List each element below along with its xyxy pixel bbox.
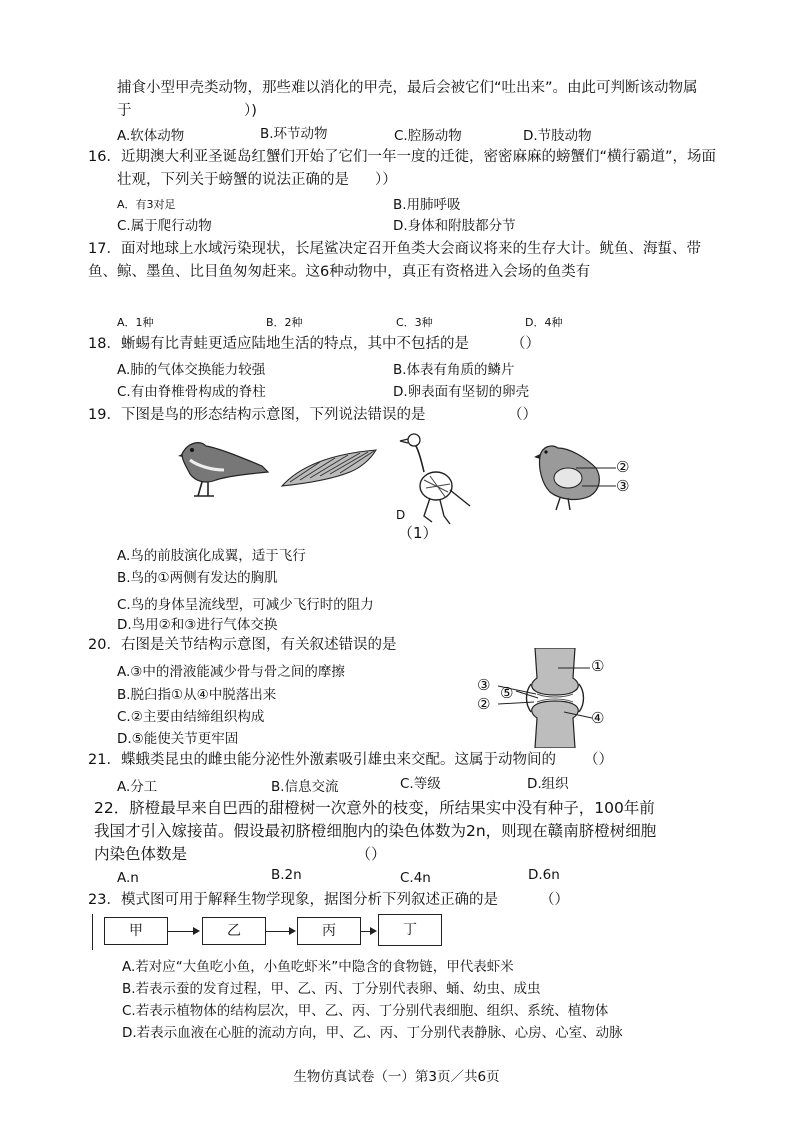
q18-stem: 18．蜥蜴有比青蛙更适应陆地生活的特点，其中不包括的是 bbox=[88, 336, 469, 352]
q21-answer-paren: （） bbox=[584, 752, 613, 768]
joint-label-3: ③ bbox=[477, 676, 491, 694]
bird-wing-illustration bbox=[280, 446, 378, 496]
q19-stem: 19．下图是鸟的形态结构示意图，下列说法错误的是 bbox=[88, 407, 426, 423]
pigeon-illustration bbox=[530, 438, 630, 514]
q20-option-a: A.③中的滑液能减少骨与骨之间的摩擦 bbox=[117, 664, 345, 680]
q18-option-d: D.卵表面有坚韧的卵壳 bbox=[393, 384, 530, 400]
q19-option-d: D.鸟用②和③进行气体交换 bbox=[117, 617, 278, 633]
q17-stem-line2: 鱼、鲸、墨鱼、比目鱼匆匆赶来。这6种动物中，真正有资格进入会场的鱼类有 bbox=[88, 264, 591, 280]
q22-stem-line1: 22．脐橙最早来自巴西的甜橙树一次意外的枝变，所结果实中没有种子，100年前 bbox=[94, 799, 655, 817]
chain-arrow-1 bbox=[168, 931, 198, 932]
q22-option-a: A.n bbox=[117, 870, 139, 886]
q20-option-c: C.②主要由结缔组织构成 bbox=[117, 709, 265, 725]
q19-option-b: B.鸟的①两侧有发达的胸肌 bbox=[117, 570, 278, 586]
q21-stem: 21．蝶蛾类昆虫的雌虫能分泌性外激素吸引雄虫来交配。这属于动物间的 bbox=[88, 752, 556, 768]
q16-stem-line2: 壮观，下列关于螃蟹的说法正确的是 bbox=[117, 172, 349, 188]
joint-label-1: ① bbox=[591, 657, 605, 675]
q21-option-c: C.等级 bbox=[400, 776, 441, 792]
q22-stem-line3: 内染色体数是 bbox=[94, 845, 188, 863]
q15-option-a: A.软体动物 bbox=[117, 128, 185, 144]
q21-option-a: A.分工 bbox=[117, 779, 158, 795]
q23-option-c: C.若表示植物体的结构层次，甲、乙、丙、丁分别代表细胞、组织、系统、植物体 bbox=[122, 1003, 609, 1019]
q16-option-c: C.属于爬行动物 bbox=[117, 218, 212, 234]
chain-box-3: 丙 bbox=[297, 917, 361, 945]
q17-option-c: C．3种 bbox=[396, 316, 433, 329]
q16-option-b: B.用肺呼吸 bbox=[393, 197, 461, 213]
q23-option-d: D.若表示血液在心脏的流动方向，甲、乙、丙、丁分别代表静脉、心房、心室、动脉 bbox=[122, 1025, 623, 1041]
chain-arrow-3 bbox=[361, 931, 375, 932]
page-footer: 生物仿真试卷（一）第3页／共6页 bbox=[293, 1069, 500, 1085]
q22-answer-paren: （） bbox=[356, 845, 387, 863]
q18-answer-paren: （） bbox=[511, 336, 540, 352]
q23-option-b: B.若表示蚕的发育过程，甲、乙、丙、丁分别代表卵、蛹、幼虫、成虫 bbox=[122, 981, 541, 997]
bird-perched-illustration bbox=[178, 432, 270, 502]
q15-option-c: C.腔肠动物 bbox=[394, 128, 462, 144]
pigeon-label-2: ② bbox=[616, 458, 630, 476]
q15-option-d: D.节肢动物 bbox=[523, 128, 592, 144]
q22-option-c: C.4n bbox=[400, 870, 431, 886]
q20-option-d: D.⑤能使关节更牢固 bbox=[117, 731, 239, 747]
q18-option-b: B.体表有角质的鳞片 bbox=[393, 362, 515, 378]
q15-answer-paren: ）) bbox=[244, 103, 257, 119]
q19-answer-paren: （） bbox=[508, 407, 537, 423]
q23-answer-paren: （） bbox=[540, 892, 569, 908]
joint-label-2: ② bbox=[477, 695, 491, 713]
joint-label-5: ⑤ bbox=[500, 684, 514, 702]
chain-box-1: 甲 bbox=[104, 917, 168, 945]
q15-stem-line1: 捕食小型甲壳类动物，那些难以消化的甲壳，最后会被它们“吐出来”。由此可判断该动物属 bbox=[117, 80, 698, 96]
q21-option-d: D.组织 bbox=[527, 776, 569, 792]
q17-stem-line1: 17．面对地球上水域污染现状，长尾鲨决定召开鱼类大会商议将来的生存大计。鱿鱼、海蜇、带 bbox=[88, 241, 701, 257]
q23-option-a: A.若对应“大鱼吃小鱼，小鱼吃虾米”中隐含的食物链，甲代表虾米 bbox=[122, 959, 514, 975]
chain-arrow-2 bbox=[266, 931, 294, 932]
q19-option-a: A.鸟的前肢演化成翼，适于飞行 bbox=[117, 548, 306, 564]
joint-label-4: ④ bbox=[591, 709, 605, 727]
q15-option-b: B.环节动物 bbox=[260, 126, 328, 142]
chain-box-2: 乙 bbox=[202, 917, 266, 945]
q17-option-d: D．4种 bbox=[525, 316, 563, 329]
q16-option-d: D.身体和附肢都分节 bbox=[393, 218, 516, 234]
skeleton-marker: D bbox=[396, 508, 406, 522]
q15-stem-line2: 于 bbox=[117, 103, 132, 119]
q16-answer-paren: ）） bbox=[375, 172, 397, 188]
q17-option-b: B．2种 bbox=[266, 316, 303, 329]
pigeon-label-3: ③ bbox=[616, 477, 630, 495]
q23-stem: 23．模式图可用于解释生物学现象，据图分析下列叙述正确的是 bbox=[88, 892, 498, 908]
q21-option-b: B.信息交流 bbox=[271, 779, 339, 795]
q17-option-a: A．1种 bbox=[117, 316, 154, 329]
q19-option-c: C.鸟的身体呈流线型，可减少飞行时的阻力 bbox=[117, 597, 374, 613]
q16-stem-line1: 16．近期澳大利亚圣诞岛红蟹们开始了它们一年一度的迁徙，密密麻麻的螃蟹们“横行霸道”，场面 bbox=[88, 149, 716, 165]
q18-option-a: A.肺的气体交换能力较强 bbox=[117, 362, 266, 378]
skeleton-caption: （1） bbox=[398, 524, 438, 542]
q20-stem: 20．右图是关节结构示意图，有关叙述错误的是 bbox=[88, 637, 397, 653]
chain-box-4: 丁 bbox=[378, 914, 442, 946]
q22-stem-line2: 我国才引入嫁接苗。假设最初脐橙细胞内的染色体数为2n，则现在赣南脐橙树细胞 bbox=[94, 822, 657, 840]
q22-option-d: D.6n bbox=[528, 867, 560, 883]
q20-option-b: B.脱臼指①从④中脱落出来 bbox=[117, 687, 277, 703]
q18-option-c: C.有由脊椎骨构成的脊柱 bbox=[117, 384, 266, 400]
q16-option-a: A．有3对足 bbox=[117, 198, 176, 211]
q22-option-b: B.2n bbox=[271, 867, 302, 883]
